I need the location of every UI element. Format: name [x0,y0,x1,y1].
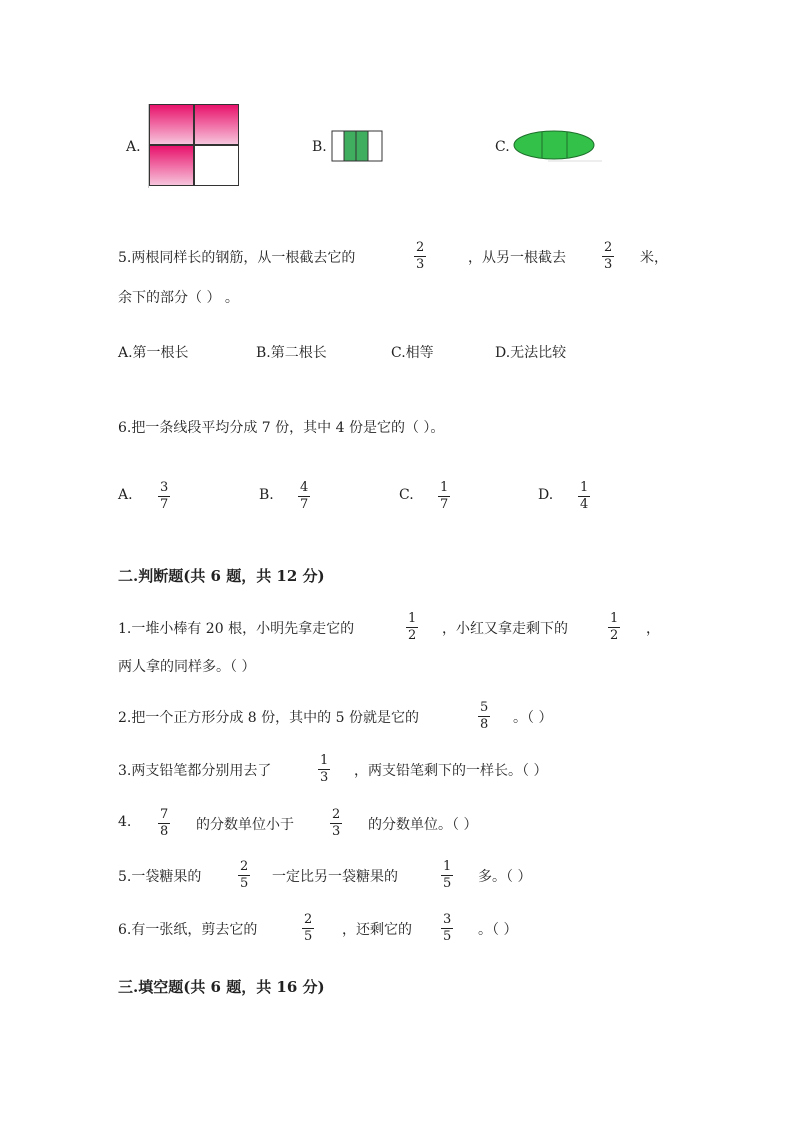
option-a-square-figure [148,104,241,188]
s2-q5-text-part1: 5.一袋糖果的 [118,869,202,885]
s2-q5-fraction-2: 1 5 [443,859,452,891]
q5-option-b[interactable]: B.第二根长 [256,345,327,361]
s2-q1-line2: 两人拿的同样多。（ ） [118,659,256,675]
q6-option-a-fraction[interactable]: 3 7 [160,480,169,512]
s2-q1-fraction-2: 1 2 [610,611,619,643]
option-a-label: A. [126,139,141,155]
square-part-bottom-right [194,145,239,186]
option-c-label: C. [495,139,510,155]
option-b-rectangle-figure [330,129,384,163]
q5-option-c[interactable]: C.相等 [391,345,434,361]
s2-q5-text-part3: 多。（ ） [478,869,532,885]
q5-text-part3: 米， [640,250,668,266]
s2-q5-text-part2: 一定比另一袋糖果的 [272,869,398,885]
option-c-ellipse-figure [512,128,604,164]
section3-title: 三.填空题(共 6 题，共 16 分) [118,978,325,996]
q6-option-b-label[interactable]: B. [259,487,274,503]
q5-line2: 余下的部分（ ） 。 [118,290,239,306]
q5-fraction-2: 2 3 [604,240,613,272]
s2-q2-text-part1: 2.把一个正方形分成 8 份，其中的 5 份就是它的 [118,710,419,726]
s2-q6-text-part2: ，还剩它的 [342,922,412,938]
s2-q6-fraction-1: 2 5 [304,912,313,944]
s2-q1-text-part1: 1.一堆小棒有 20 根，小明先拿走它的 [118,621,355,637]
s2-q3-text-part1: 3.两支铅笔都分别用去了 [118,763,272,779]
q5-fraction-1: 2 3 [416,240,425,272]
q6-option-c-fraction[interactable]: 1 7 [440,480,449,512]
s2-q6-text-part1: 6.有一张纸，剪去它的 [118,922,258,938]
s2-q4-text-part3: 的分数单位。（ ） [368,817,478,833]
s2-q5-fraction-1: 2 5 [240,859,249,891]
q6-option-d-fraction[interactable]: 1 4 [580,480,589,512]
q6-option-d-label[interactable]: D. [538,487,554,503]
s2-q1-text-part2: ，小红又拿走剩下的 [442,621,568,637]
s2-q3-text-part2: ，两支铅笔剩下的一样长。（ ） [354,763,548,779]
s2-q4-fraction-1: 7 8 [160,807,169,839]
rect-part-1 [344,131,356,161]
s2-q4-fraction-2: 2 3 [332,807,341,839]
q6-option-c-label[interactable]: C. [399,487,414,503]
s2-q4-text-part2: 的分数单位小于 [196,817,294,833]
q5-text-part1: 5.两根同样长的钢筋，从一根截去它的 [118,250,356,266]
s2-q6-fraction-2: 3 5 [443,912,452,944]
option-b-label: B. [312,139,327,155]
s2-q2-fraction: 5 8 [480,700,489,732]
s2-q4-text-part1: 4. [118,814,132,830]
s2-q2-text-part2: 。（ ） [513,710,553,726]
square-part-bottom-left [149,145,194,186]
s2-q3-fraction: 1 3 [320,753,329,785]
q5-option-d[interactable]: D.无法比较 [495,345,567,361]
square-part-top-right [194,104,239,145]
q6-option-a-label[interactable]: A. [118,487,133,503]
rect-part-2 [356,131,368,161]
q5-text-part2: ，从另一根截去 [468,250,566,266]
square-part-top-left [149,104,194,145]
s2-q1-text-part3: ， [646,621,660,637]
section2-title: 二.判断题(共 6 题，共 12 分) [118,567,325,585]
q5-option-a[interactable]: A.第一根长 [118,345,189,361]
q6-text: 6.把一条线段平均分成 7 份，其中 4 份是它的（ ）。 [118,420,445,436]
s2-q6-text-part3: 。（ ） [478,922,518,938]
s2-q1-fraction-1: 1 2 [408,611,417,643]
q6-option-b-fraction[interactable]: 4 7 [300,480,309,512]
